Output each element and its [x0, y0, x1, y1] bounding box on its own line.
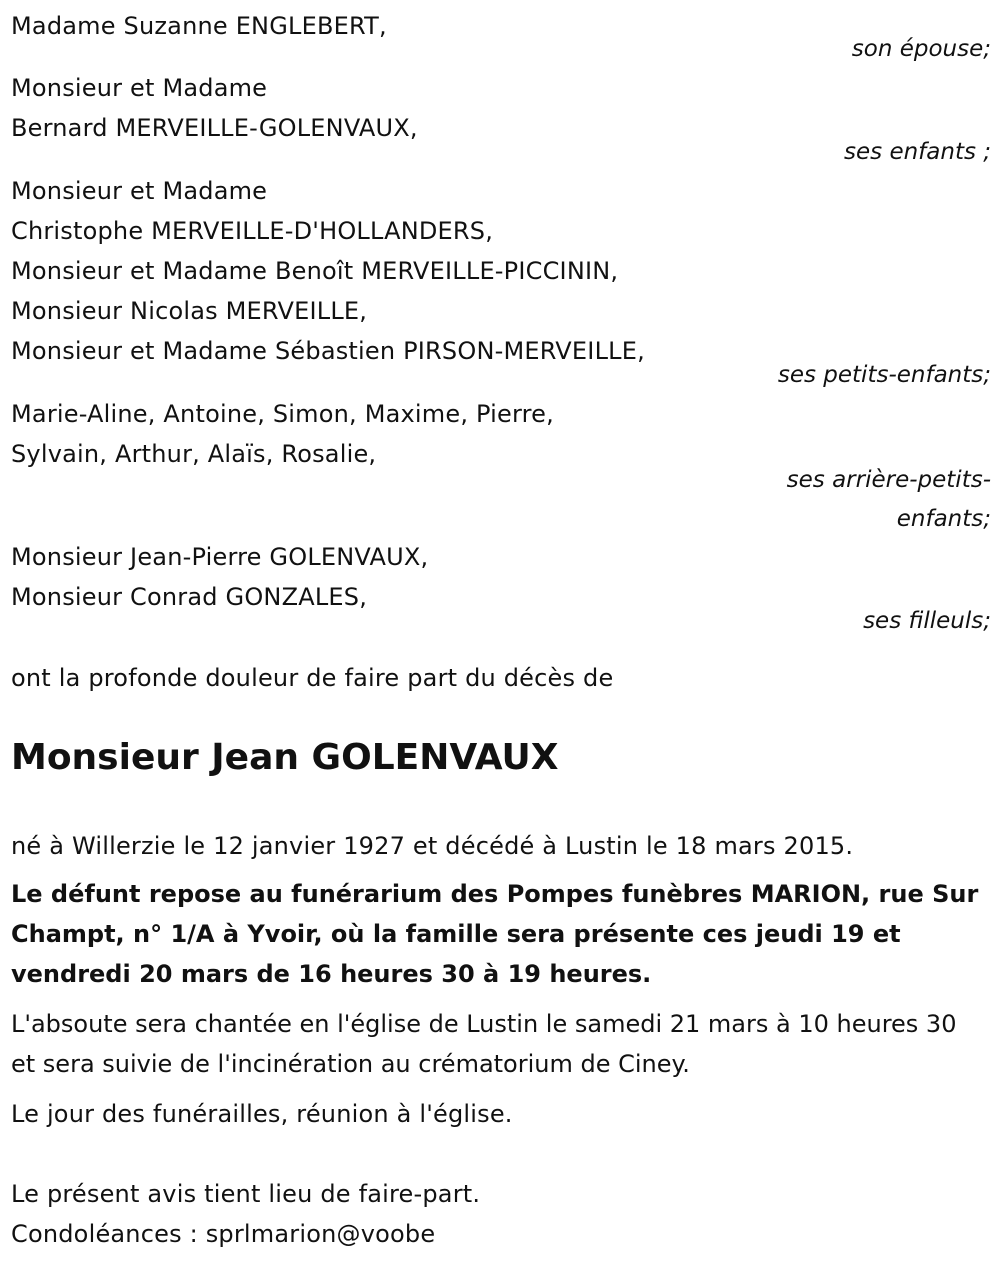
family-group-godchildren — [11, 537, 991, 617]
family-line: Monsieur et Madame — [11, 177, 268, 205]
family-line: Monsieur et Madame Sébastien PIRSON-MERVEILLE, — [11, 337, 645, 365]
family-group-grandchildren — [11, 171, 991, 371]
service-text: L'absoute sera chantée en l'église de Lustin le samedi 21 mars à 10 heures 30 et sera suivie de l'incinération au crématorium de Ciney. — [11, 1010, 957, 1078]
family-line: Marie-Aline, Antoine, Simon, Maxime, Pierre, — [11, 400, 554, 428]
role-label-godchildren: ses filleuls; — [863, 608, 991, 634]
family-line: Bernard MERVEILLE-GOLENVAUX, — [11, 114, 418, 142]
condolences-text: Condoléances : sprlmarion@voobe — [11, 1220, 436, 1248]
family-group-spouse — [11, 6, 991, 46]
family-line: Sylvain, Arthur, Alaïs, Rosalie, — [11, 440, 377, 468]
role-label-great-grandchildren — [787, 461, 991, 539]
family-line: Monsieur et Madame — [11, 74, 268, 102]
family-line: Christophe MERVEILLE-D'HOLLANDERS, — [11, 217, 494, 245]
deceased-name: Monsieur Jean GOLENVAUX — [11, 737, 559, 778]
role-label-line: enfants; — [896, 506, 991, 532]
birth-death-text: né à Willerzie le 12 janvier 1927 et décédé à Lustin le 18 mars 2015. — [11, 832, 854, 860]
reunion-text: Le jour des funérailles, réunion à l'église. — [11, 1100, 513, 1128]
announcement-text: ont la profonde douleur de faire part du décès de — [11, 664, 614, 692]
role-label-grandchildren: ses petits-enfants; — [777, 362, 991, 388]
role-label-children: ses enfants ; — [844, 139, 991, 165]
family-line: Monsieur et Madame Benoît MERVEILLE-PICCININ, — [11, 257, 619, 285]
notice-text: Le présent avis tient lieu de faire-part. — [11, 1180, 481, 1208]
role-label-line: ses arrière-petits- — [786, 467, 991, 493]
family-line: Monsieur Nicolas MERVEILLE, — [11, 297, 368, 325]
role-label-spouse: son épouse; — [851, 36, 991, 62]
family-line: Monsieur Jean-Pierre GOLENVAUX, — [11, 543, 429, 571]
visitation-text: Le défunt repose au funérarium des Pompes funèbres MARION, rue Sur Champt, n° 1/A à Yvoir, où la famille sera présente ces jeudi 19 et vendredi 20 mars de 16 heures 30 à 19 heures. — [11, 880, 979, 988]
family-line: Madame Suzanne ENGLEBERT, — [11, 12, 387, 40]
family-line: Monsieur Conrad GONZALES, — [11, 583, 368, 611]
